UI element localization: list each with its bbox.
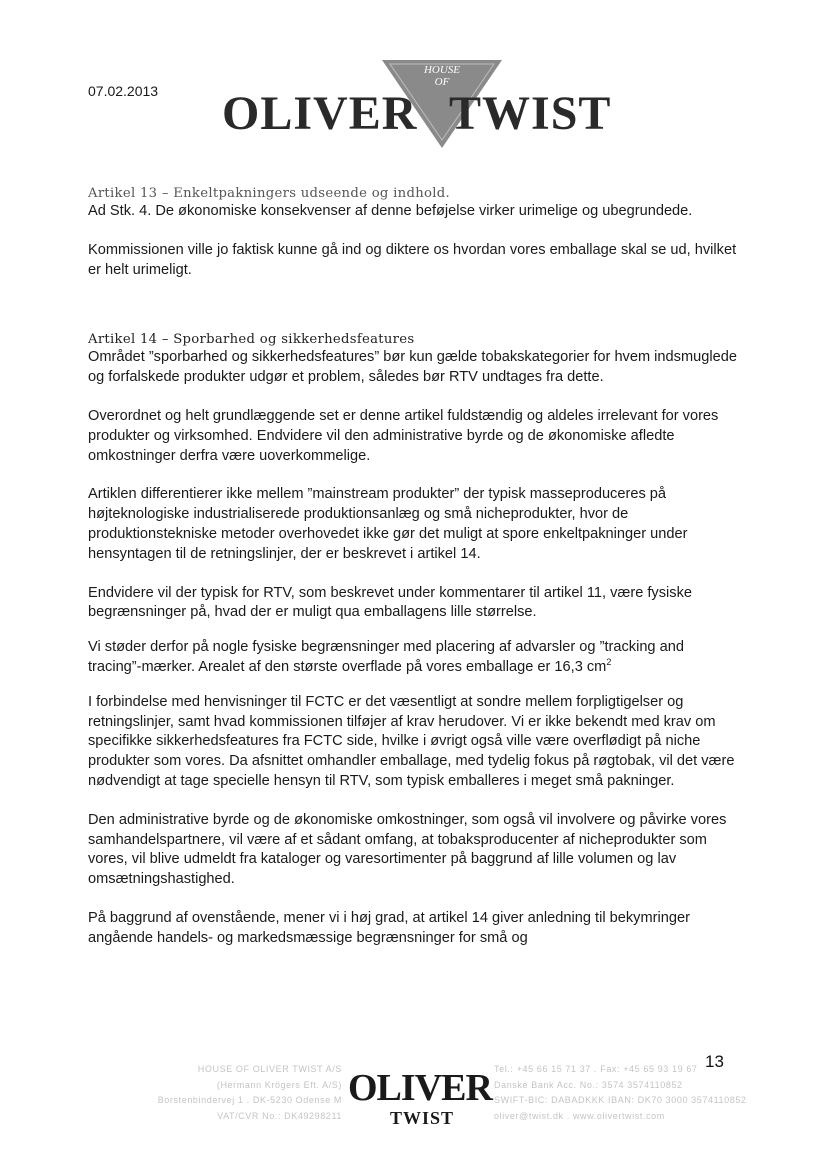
logo-badge-line1: HOUSE bbox=[423, 64, 461, 76]
footer-left-line: (Hermann Krögers Eft. A/S) bbox=[216, 1079, 342, 1090]
section-14-paragraph-2: Overordnet og helt grundlæggende set er denne artikel fuldstændig og aldeles irrelevant for vores produkter og virksomhed. Endvidere vil den administrative byrde og de økonomiske afledte omkostninger derfra være uoverkommelige. bbox=[88, 407, 719, 464]
section-14-paragraph-5 bbox=[88, 638, 740, 678]
footer-right-line: oliver@twist.dk . www.olivertwist.com bbox=[494, 1110, 665, 1121]
document-date: 07.02.2013 bbox=[88, 83, 159, 99]
logo-text-right: TWIST bbox=[449, 87, 612, 140]
document-body bbox=[88, 186, 740, 949]
superscript-2: 2 bbox=[606, 657, 612, 668]
page-footer bbox=[0, 1050, 826, 1150]
section-13-paragraph-1: Ad Stk. 4. De økonomiske konsekvenser af denne beføjelse virker urimelige og ubegrundede. bbox=[88, 203, 693, 219]
section-14-heading: Artikel 14 – Sporbarhed og sikkerhedsfeatures bbox=[88, 332, 415, 348]
footer-right-line: SWIFT-BIC: DABADKKK IBAN: DK70 3000 3574110852 bbox=[494, 1095, 747, 1105]
section-14-paragraph-8: På baggrund af ovenstående, mener vi i høj grad, at artikel 14 giver anledning til bekymringer angående handels- og markedsmæssige begrænsninger for små og bbox=[88, 909, 690, 946]
section-14-paragraph-5-text: Vi støder derfor på nogle fysiske begrænsninger med placering af advarsler og ”tracking and tracing”-mærker. Arealet af den største overflade på vores emballage er 16,3 cm bbox=[88, 639, 684, 675]
section-14-paragraph-3: Artiklen differentierer ikke mellem ”mainstream produkter” der typisk masseproduceres på højteknologiske industrialiserede produktionsanlæg og små nicheprodukter, hvor de produktionstekniske metoder overhovedet ikke gør det muligt at spore enkeltpakninger under hensyntagen til de retningslinjer, der er beskrevet i artikel 14. bbox=[88, 486, 688, 562]
company-logo bbox=[222, 58, 612, 140]
footer-left-line: HOUSE OF OLIVER TWIST A/S bbox=[197, 1064, 342, 1074]
section-13-heading: Artikel 13 – Enkeltpakningers udseende og indhold. bbox=[88, 186, 451, 201]
page-number: 13 bbox=[705, 1052, 724, 1071]
footer-company-address bbox=[158, 1062, 342, 1124]
footer-logo-top: OLIVER bbox=[348, 1067, 492, 1109]
footer-logo-bottom: TWIST bbox=[390, 1108, 455, 1128]
footer-left-line: Borstenbindervej 1 . DK-5230 Odense M bbox=[157, 1095, 342, 1105]
logo-text-left: OLIVER bbox=[222, 87, 418, 140]
footer-left-line: VAT/CVR No.: DK49298211 bbox=[217, 1110, 342, 1121]
section-14-paragraph-1: Området ”sporbarhed og sikkerhedsfeatures” bør kun gælde tobakskategorier for hvem indsmuglede og forfalskede produkter udgør et problem, således bør RTV undtages fra dette. bbox=[88, 349, 737, 386]
footer-logo bbox=[340, 1066, 490, 1136]
section-14-paragraph-4: Endvidere vil der typisk for RTV, som beskrevet under kommentarer til artikel 11, være fysiske begrænsninger på, hvad der er muligt qua emballagens lille størrelse. bbox=[88, 584, 692, 621]
footer-right-line: Tel.: +45 66 15 71 37 . Fax: +45 65 93 19 67 bbox=[494, 1064, 698, 1074]
section-14-paragraph-6: I forbindelse med henvisninger til FCTC er det væsentligt at sondre mellem forpligtigelser og retningslinjer, samt hvad kommissionen tilføjer af krav herudover. Vi er ikke bekendt med krav om specifikke sikkerhedsfeatures fra FCTC side, hvilke i øvrigt også ville være overflødigt på niche produkter som vores. Da afsnittet omhandler emballage, med tydelig fokus på røgtobak, vil det være nødvendigt at tage specielle hensyn til RTV, som typisk emballeres i meget små pakninger. bbox=[88, 693, 735, 789]
footer-right-line: Danske Bank Acc. No.: 3574 3574110852 bbox=[494, 1079, 683, 1090]
logo-badge-line2: OF bbox=[434, 76, 450, 88]
section-14-paragraph-7: Den administrative byrde og de økonomiske omkostninger, som også vil involvere og påvirke vores samhandelspartnere, vil være af et sådant omfang, at tobaksproducenter af nicheprodukter som vores, vil blive udmeldt fra kataloger og varesortimenter på baggrund af lille volumen og lav omsætningshastighed. bbox=[88, 811, 727, 888]
section-13-paragraph-2: Kommissionen ville jo faktisk kunne gå ind og diktere os hvordan vores emballage skal se ud, hvilket er helt urimeligt. bbox=[88, 241, 737, 278]
